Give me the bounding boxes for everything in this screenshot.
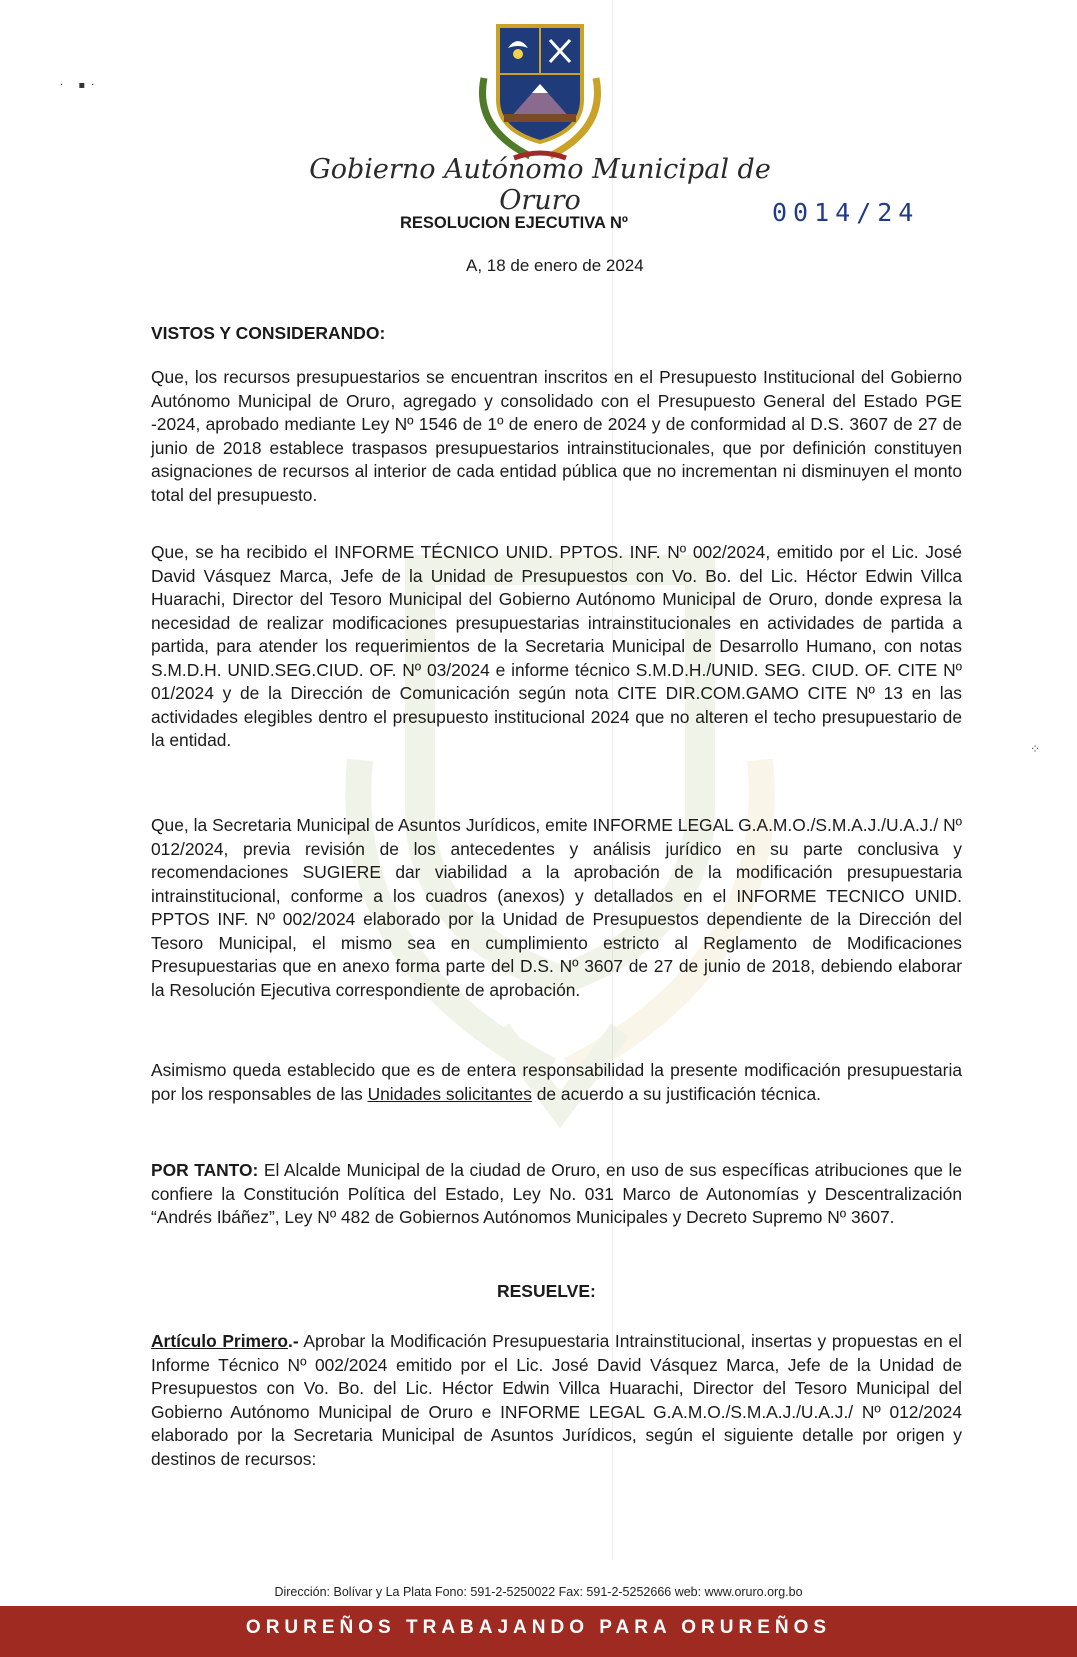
vistos-heading: VISTOS Y CONSIDERANDO:	[151, 323, 386, 343]
por-tanto-label: POR TANTO:	[151, 1160, 259, 1180]
resolution-date: A, 18 de enero de 2024	[466, 256, 644, 275]
resolution-number-stamp: 0014/24	[772, 198, 920, 227]
scan-specks: · ▪·	[60, 80, 101, 91]
scan-specks-right: ⁘	[1030, 742, 1041, 756]
resuelve-heading: RESUELVE:	[497, 1281, 596, 1301]
por-tanto-paragraph	[151, 1159, 962, 1230]
municipal-coat-of-arms-icon	[470, 18, 610, 168]
paragraph-4-text-start: Asimismo queda establecido que es de entera responsabilidad la presente modificación presupuestaria por los responsables de las	[151, 1060, 962, 1104]
footer-slogan: ORUREÑOS TRABAJANDO PARA ORUREÑOS	[245, 1617, 832, 1638]
por-tanto-text: El Alcalde Municipal de la ciudad de Oruro, en uso de sus específicas atribuciones que le confiere la Constitución Política del Estado, Ley No. 031 Marco de Autonomías y Descentralización “Andrés Ibáñez”, Ley Nº 482 de Gobiernos Autónomos Municipales y Decreto Supremo Nº 3607.	[151, 1160, 962, 1227]
articulo-primero-text: Aprobar la Modificación Presupuestaria Intrainstitucional, insertas y propuestas en el Informe Técnico Nº 002/2024 emitido por el Lic. José David Vásquez Marca, Jefe de la Unidad de Presupuestos con Vo. Bo. del Lic. Héctor Edwin Villca Huarachi, Director del Tesoro Municipal del Gobierno Autónomo Municipal de Oruro e INFORME LEGAL G.A.M.O./S.M.A.J./U.A.J./ Nº 012/2024 elaborado por la Secretaria Municipal de Asuntos Jurídicos, según el siguiente detalle por origen y destinos de recursos:	[151, 1331, 962, 1469]
paragraph-4-text-end: de acuerdo a su justificación técnica.	[536, 1083, 821, 1104]
unidades-solicitantes-underlined: Unidades solicitantes	[367, 1083, 532, 1104]
considerando-paragraph-2: Que, se ha recibido el INFORME TÉCNICO UNID. PPTOS. INF. Nº 002/2024, emitido por el Lic. José David Vásquez Marca, Jefe de la Unidad de Presupuestos con Vo. Bo. del Lic. Héctor Edwin Villca Huarachi, Director del Tesoro Municipal del Gobierno Autónomo Municipal de Oruro, donde expresa la necesidad de realizar modificaciones presupuestarias intrainstitucionales en actividades de partida a partida, para atender los requerimientos de la Secretaria Municipal de Desarrollo Humano, con notas S.M.D.H. UNID.SEG.CIUD. OF. Nº 03/2024 e informe técnico S.M.D.H./UNID. SEG. CIUD. OF. CITE Nº 01/2024 y de la Dirección de Comunicación según nota CITE DIR.COM.GAMO CITE Nº 13 en las actividades elegibles dentro el presupuesto institucional 2024 que no alteren el techo presupuestario de la entidad.	[151, 542, 962, 750]
articulo-primero-paragraph	[151, 1330, 962, 1471]
resolution-title: RESOLUCION EJECUTIVA Nº	[400, 214, 628, 232]
footer-address: Dirección: Bolívar y La Plata Fono: 591-2-5250022 Fax: 591-2-5252666 web: www.oruro.org.bo	[274, 1585, 803, 1599]
considerando-paragraph-4	[151, 1059, 962, 1106]
considerando-paragraph-3: Que, la Secretaria Municipal de Asuntos Jurídicos, emite INFORME LEGAL G.A.M.O./S.M.A.J./U.A.J./ Nº 012/2024, previa revisión de los antecedentes y análisis jurídico en su parte conclusiva y recomendaciones SUGIERE dar viabilidad a la aprobación de la modificación presupuestaria intrainstitucional, conforme a los cuadros (anexos) y detallados en el INFORME TECNICO UNID. PPTOS INF. Nº 002/2024 elaborado por la Unidad de Presupuestos dependiente de la Dirección del Tesoro Municipal, el mismo sea en cumplimiento estricto al Reglamento de Modificaciones Presupuestarias que en anexo forma parte del D.S. Nº 3607 de 27 de junio de 2018, debiendo elaborar la Resolución Ejecutiva correspondiente de aprobación.	[151, 815, 962, 1000]
considerando-paragraph-1: Que, los recursos presupuestarios se encuentran inscritos en el Presupuesto Institucional del Gobierno Autónomo Municipal de Oruro, agregado y consolidado con el Presupuesto General del Estado PGE -2024, aprobado mediante Ley Nº 1546 de 1º de enero de 2024 y de conformidad al D.S. 3607 de 27 de junio de 2018 establece traspasos presupuestarios intrainstitucionales, que por definición constituyen asignaciones de recursos al interior de cada entidad pública que no incrementan ni disminuyen el monto total del presupuesto.	[151, 367, 962, 505]
articulo-primero-label: Artículo Primero	[151, 1331, 289, 1351]
institution-name: Gobierno Autónomo Municipal de Oruro	[309, 154, 771, 216]
articulo-primero-suffix: .-	[288, 1331, 299, 1351]
